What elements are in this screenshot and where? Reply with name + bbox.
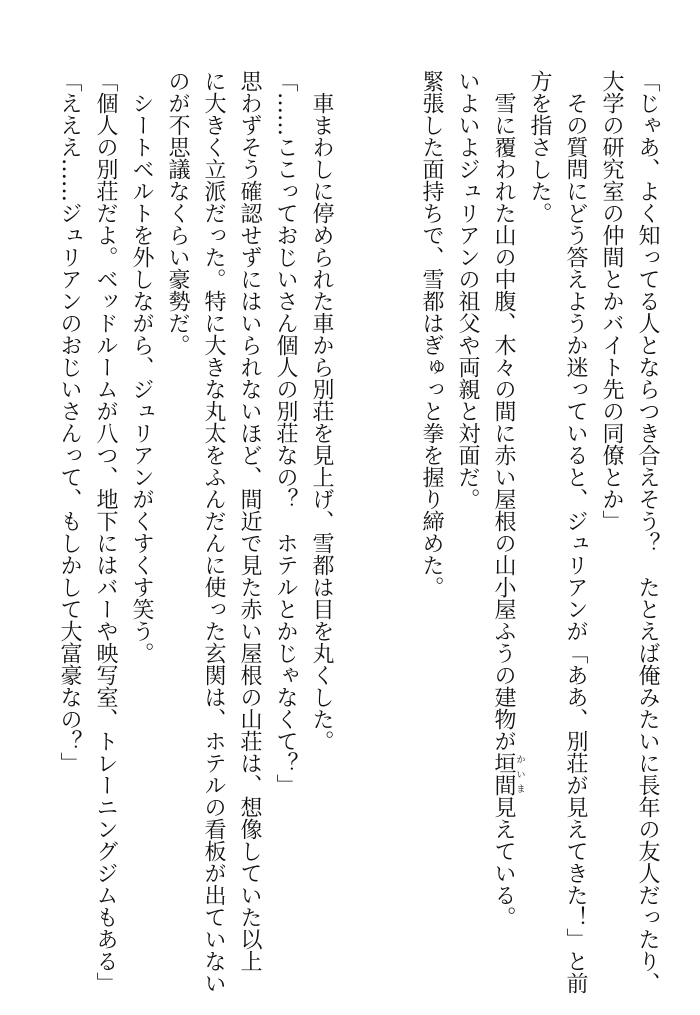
text-line-9: 「……ここっておじいさん個人の別荘なの？ ホテルとかじゃなくて？」 [273,70,298,796]
text-line-10: 思わずそう確認せずにはいられないほど、間近で見た赤い屋根の山荘は、想像していた以上 [237,70,262,972]
text-line-5 [492,70,525,928]
text-line-5-end: 見えている。 [491,796,516,928]
text-line-12: のが不思議なくらい豪勢だ。 [165,70,190,356]
text-line-15: 「えええ……ジュリアンのおじいさんって、もしかして大富豪なの？」 [57,70,82,774]
text-line-2: 大学の研究室の仲間とかバイト先の同僚とか」 [599,70,624,532]
text-line-14: 「個人の別荘だよ。ベッドルームが八つ、地下にはバーや映写室、トレーニングジムもある」 [93,70,118,994]
text-line-4: 方を指さした。 [527,70,552,224]
text-line-6: いよいよジュリアンの祖父や両親と対面だ。 [455,70,480,510]
text-line-1: 「じゃあ、よく知ってる人とならつき合えそう？ たとえば俺みたいに長年の友人だったり、 [635,70,660,994]
text-line-8: 車まわしに停められた車から別荘を見上げ、雪都は目を丸くした。 [309,70,334,752]
text-line-13: シートベルトを外しながら、ジュリアンがくすくす笑う。 [129,70,154,664]
text-line-7: 緊張した面持ちで、雪都はぎゅっと拳を握り締めた。 [419,70,444,598]
ruby-base: 垣間 [491,752,516,796]
ruby-reading: かいま [514,752,525,796]
text-line-5-main: 雪に覆われた山の中腹、木々の間に赤い屋根の山小屋ふうの建物が [491,70,516,752]
text-line-11: に大きく立派だった。特に大きな丸太をふんだんに使った玄関は、ホテルの看板が出ていない [201,70,226,994]
ruby-word [491,752,525,796]
text-line-3: その質問にどう答えようか迷っていると、ジュリアンが「ああ、別荘が見えてきた！」と前 [563,70,588,994]
